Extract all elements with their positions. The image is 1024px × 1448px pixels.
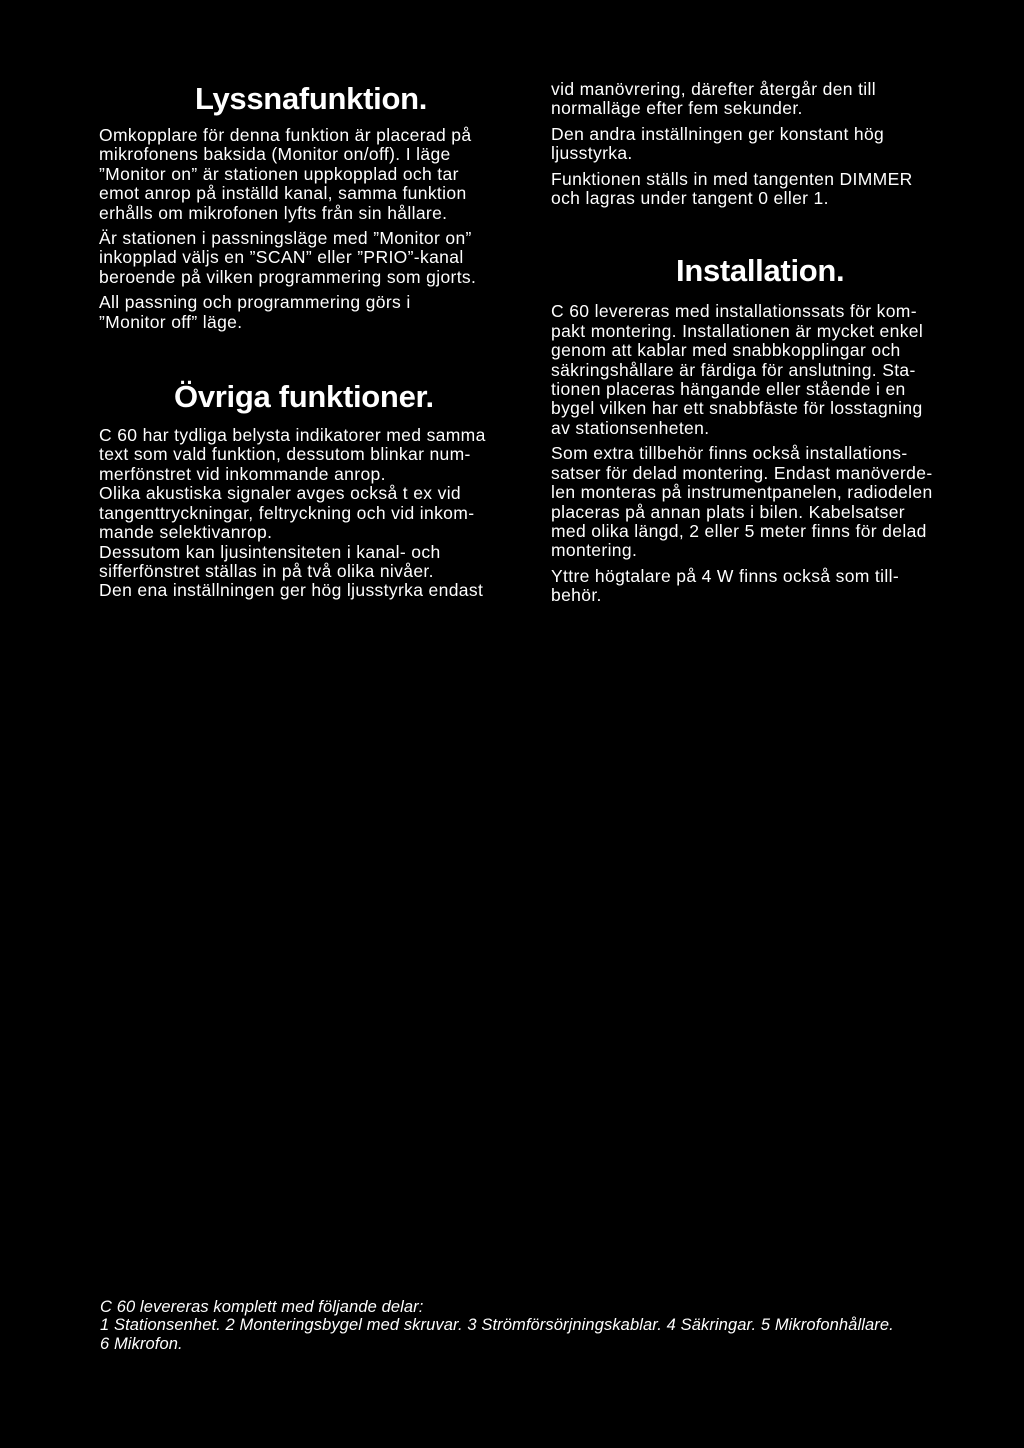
ovriga-funktioner-heading: Övriga funktioner. [174, 379, 434, 415]
left-column [99, 80, 531, 601]
footer-caption [100, 1298, 1000, 1353]
ovriga-paragraph-2: Olika akustiska signaler avges också t ex vid tangenttryckningar, feltryckning och vid inkom- mande selektivanrop. [99, 483, 475, 543]
installation-paragraph-3: Yttre högtalare på 4 W finns också som till- behör. [551, 565, 900, 606]
lyssna-paragraph-2: Är stationen i passningsläge med ”Monitor on” inkopplad väljs en ”SCAN” eller ”PRIO”-kanal beroende på vilken programmering som gjorts. [99, 228, 477, 287]
dimmer-paragraph-1: vid manövrering, därefter återgår den till normalläge efter fem sekunder. [551, 79, 876, 119]
lyssnafunktion-heading: Lyssnafunktion. [195, 81, 428, 116]
installation-paragraph-2: Som extra tillbehör finns också installations- satser för delad montering. Endast manöverde- len monteras på instrumentpanelen, radiodelen placeras på annan plats i bilen. Kabelsatser med olika längd, 2 eller 5 meter finns för delad montering. [551, 443, 933, 561]
dimmer-paragraph-3: Funktionen ställs in med tangenten DIMMER och lagras under tangent 0 eller 1. [551, 168, 913, 209]
installation-paragraph-1: C 60 levereras med installationssats för kom- pakt montering. Installationen är mycket enkel genom att kablar med snabbkopplingar och säkringshållare är färdiga för anslutning. Sta- tionen placeras hängande eller stående i en bygel vilken har ett snabbfäste för losstagning av stationsenheten. [551, 301, 924, 438]
right-column [551, 80, 971, 606]
ovriga-paragraph-3: Dessutom kan ljusintensiteten i kanal- och sifferfönstret ställas in på två olika nivåer. Den ena inställningen ger hög ljusstyrka endast [99, 541, 484, 601]
lyssna-paragraph-3: All passning och programmering görs i ”Monitor off” läge. [99, 292, 411, 332]
footer-parts-list: 1 Stationsenhet. 2 Monteringsbygel med skruvar. 3 Strömförsörjningskablar. 4 Säkringar. 5 Mikrofonhållare. 6 Mikrofon. [100, 1316, 894, 1353]
footer-intro: C 60 levereras komplett med följande delar: [100, 1298, 424, 1316]
dimmer-paragraph-2: Den andra inställningen ger konstant hög ljusstyrka. [551, 123, 885, 164]
lyssna-paragraph-1: Omkopplare för denna funktion är placerad på mikrofonens baksida (Monitor on/off). I läge ”Monitor on” är stationen uppkopplad och tar emot anrop på inställd kanal, samma funktion erhålls om mikrofonen lyfts från sin hållare. [99, 125, 472, 223]
installation-heading: Installation. [676, 253, 845, 289]
ovriga-paragraph-1: C 60 har tydliga belysta indikatorer med samma text som vald funktion, dessutom blinkar num- merfönstret vid inkommande anrop. [99, 425, 486, 484]
